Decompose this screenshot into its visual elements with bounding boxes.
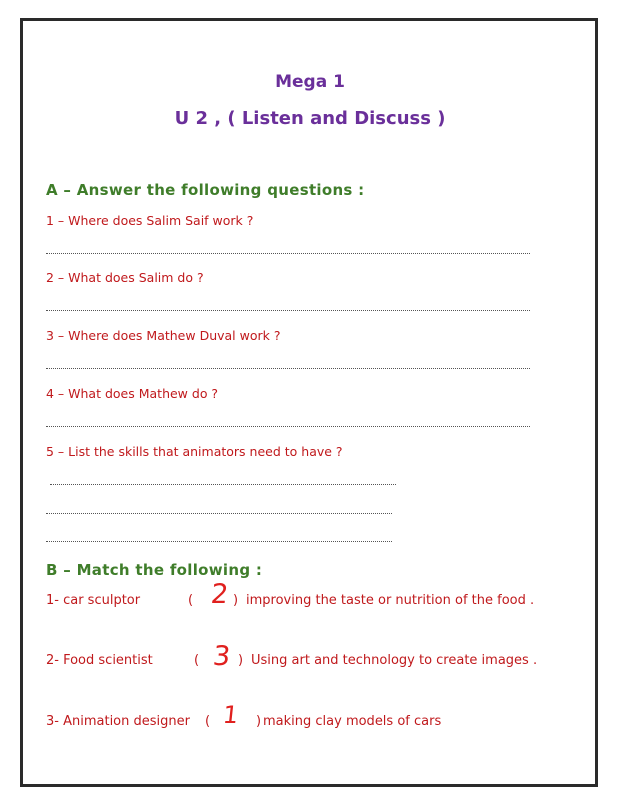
- question-5: 5 – List the skills that animators need to have ?: [46, 444, 343, 459]
- match-left-1: 1- car sculptor: [46, 593, 141, 608]
- worksheet-frame: [20, 18, 598, 787]
- open-paren-1: (: [188, 593, 194, 608]
- section-b-heading: B – Match the following :: [46, 561, 263, 579]
- answer-line-2: [46, 310, 530, 311]
- match-left-2: 2- Food scientist: [46, 653, 153, 668]
- match-right-3: making clay models of cars: [263, 714, 442, 729]
- answer-line-3: [46, 368, 530, 369]
- close-paren-2: ): [238, 653, 244, 668]
- handwritten-answer-3: 1: [221, 701, 240, 729]
- question-1: 1 – Where does Salim Saif work ?: [46, 213, 254, 228]
- answer-line-5b: [46, 513, 392, 514]
- answer-line-5c: [46, 541, 392, 542]
- question-2: 2 – What does Salim do ?: [46, 270, 204, 285]
- open-paren-2: (: [194, 653, 200, 668]
- worksheet-title: Mega 1: [275, 72, 345, 92]
- worksheet-subtitle: U 2 , ( Listen and Discuss ): [174, 108, 446, 129]
- handwritten-answer-1: 2: [209, 579, 230, 610]
- answer-line-5a: [50, 484, 396, 485]
- handwritten-answer-2: 3: [211, 641, 232, 672]
- match-right-2: Using art and technology to create images .: [251, 653, 538, 668]
- question-3: 3 – Where does Mathew Duval work ?: [46, 328, 281, 343]
- match-left-3: 3- Animation designer: [46, 714, 190, 729]
- answer-line-4: [46, 426, 530, 427]
- question-4: 4 – What does Mathew do ?: [46, 386, 219, 401]
- section-a-heading: A – Answer the following questions :: [46, 181, 365, 199]
- close-paren-1: ): [233, 593, 239, 608]
- open-paren-3: (: [205, 714, 211, 729]
- close-paren-3: ): [256, 714, 262, 729]
- match-right-1: improving the taste or nutrition of the food .: [246, 593, 535, 608]
- answer-line-1: [46, 253, 530, 254]
